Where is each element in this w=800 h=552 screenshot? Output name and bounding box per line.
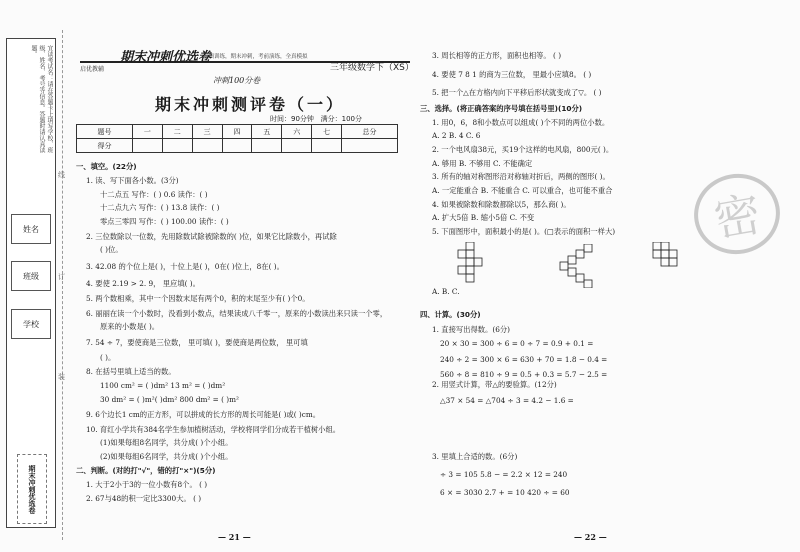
- strip-notice: 宜读考试名：请在答题卡上填写学校、班级、姓名、考号等信息。答题时请认真读题。: [30, 45, 53, 153]
- question-line: 3. 42.08 的个位上是( )，十位上是( )，0在( )位上，8在( )。: [86, 262, 284, 271]
- question-line: 2. 用竖式计算，带△的要验算。(12分): [432, 380, 557, 389]
- question-line: 十二点五 写作：( ) 0.6 读作：( ): [100, 190, 208, 199]
- section-heading: 一、填空。(22分): [76, 162, 137, 171]
- question-line: 1. 用0，6，8和小数点可以组成( )个不同的两位小数。: [432, 118, 610, 127]
- question-line: 3. 周长相等的正方形，面积也相等。 ( ): [432, 51, 562, 60]
- score-cell[interactable]: [162, 139, 192, 153]
- school-field[interactable]: 学校: [11, 309, 51, 339]
- score-head-cell: 七: [312, 125, 342, 139]
- section-heading: 三、选择。(将正确答案的序号填在括号里)(10分): [420, 104, 583, 113]
- question-line: 2. 一个电风扇38元，买19个这样的电风扇，800元( )。: [432, 145, 614, 154]
- question-line: A. 扩大5倍 B. 缩小5倍 C. 不变: [432, 213, 535, 222]
- question-line: A. B. C.: [432, 287, 460, 296]
- question-line: 4. 要使 7 8 1 的商为三位数， 里最小应填8。 ( ): [432, 70, 592, 79]
- section-heading: 四、计算。(30分): [420, 310, 481, 319]
- question-line: 6. 丽丽在读一个小数时，没看到小数点，结果读成八千零一，原来的小数读出来只读一个零，: [86, 309, 388, 318]
- question-line: 5. 把一个△在方格内向下平移后形状就变成了▽。 ( ): [432, 88, 602, 97]
- page-number-right: — 22 —: [574, 532, 607, 542]
- time-info: [270, 114, 362, 124]
- score-head-cell: 题号: [77, 125, 133, 139]
- time-limit: 时间：90分钟: [270, 115, 314, 123]
- question-line: 7. 54 ÷ 7，要使商是三位数， 里可填( )，要使商是两位数， 里可填: [86, 338, 308, 347]
- score-cell[interactable]: [192, 139, 222, 153]
- cut-mark-line: 线: [58, 171, 65, 179]
- question-line: 560 ÷ 8 = 810 ÷ 9 = 0.5 + 0.3 = 5.7 − 2.5 =: [440, 370, 608, 379]
- score-value-row: [77, 139, 398, 153]
- score-cell[interactable]: [132, 139, 162, 153]
- question-line: (1)如果每组8名同学，共分成( )个小组。: [100, 438, 233, 447]
- question-line: 1. 大于2小于3的一位小数有8个。 ( ): [86, 480, 208, 489]
- score-head-cell: 二: [162, 125, 192, 139]
- score-head-cell: 一: [132, 125, 162, 139]
- question-line: 2. 三位数除以一位数，先用除数试除被除数的( )位，如果它比除数小，再试除: [86, 232, 337, 241]
- score-cell[interactable]: [342, 139, 398, 153]
- section-heading: 二、判断。(对的打"√"，错的打"×")(5分): [76, 466, 216, 475]
- brand-name: 期末冲刺优选卷: [120, 50, 212, 65]
- page-number-left: — 21 —: [218, 532, 251, 542]
- score-table: [76, 124, 398, 153]
- binding-strip: [6, 38, 56, 528]
- question-line: △37 × 54 = △704 ÷ 3 = 4.2 − 1.6 =: [440, 396, 574, 405]
- net-figure-a: [452, 242, 492, 287]
- question-line: 十二点九六 写作：( ) 13.8 读作：( ): [100, 203, 220, 212]
- question-line: 5. 两个数相乘，其中一个因数末尾有两个0，积的末尾至少有( )个0。: [86, 294, 310, 303]
- score-head-cell: 总分: [342, 125, 398, 139]
- full-score: 满分：100分: [320, 115, 362, 123]
- score-cell[interactable]: [312, 139, 342, 153]
- question-line: A. 2 B. 4 C. 6: [432, 131, 481, 140]
- question-line: 10. 育红小学共有384名学生参加植树活动，学校将同学们分成若干植树小组。: [86, 425, 341, 434]
- question-line: (2)如果每组6名同学，共分成( )个小组。: [100, 452, 233, 461]
- question-line: 8. 在括号里填上适当的数。: [86, 367, 176, 376]
- question-line: 9. 6个边长1 cm的正方形，可以拼成的长方形的周长可能是( )或( )cm。: [86, 410, 321, 419]
- question-line: 6 × = 3030 2.7 + = 10 420 ÷ = 60: [440, 488, 570, 497]
- slogan: 专项训练，期末冲刺，考前演练，全真模拟: [203, 54, 308, 60]
- brand-logo: [80, 46, 230, 74]
- question-line: A. 够用 B. 不够用 C. 不能确定: [432, 159, 533, 168]
- publisher-name: 启优教辅: [80, 66, 105, 73]
- question-line: ( )。: [100, 353, 116, 362]
- strip-brand-logo: 期末冲刺优选卷: [17, 454, 47, 524]
- confidential-seal: 密: [688, 167, 787, 261]
- score-cell[interactable]: [222, 139, 252, 153]
- motto: 冲刺100分卷: [213, 76, 261, 85]
- question-line: 2. 67与48的积一定比3300大。 ( ): [86, 494, 202, 503]
- question-line: 1100 cm² = ( )dm² 13 m² = ( )dm²: [100, 381, 226, 390]
- score-cell[interactable]: [282, 139, 312, 153]
- grade-tag: 三年级数学下（XS）: [330, 63, 414, 73]
- question-line: 240 ÷ 2 = 300 × 6 = 630 + 70 = 1.8 − 0.4 =: [440, 355, 608, 364]
- score-head-cell: 六: [282, 125, 312, 139]
- question-line: A. 一定能重合 B. 不能重合 C. 可以重合，也可能不重合: [432, 186, 613, 195]
- question-line: ( )位。: [100, 245, 123, 254]
- score-head-cell: 五: [252, 125, 282, 139]
- question-line: 4. 要使 2.19 > 2. 9， 里应填( )。: [86, 279, 200, 288]
- question-line: 零点三零四 写作：( ) 100.00 读作：( ): [100, 217, 229, 226]
- question-line: 30 dm² = ( )m²( )dm² 800 dm² = ( )m²: [100, 395, 239, 404]
- cut-line: [62, 30, 63, 540]
- question-line: 5. 下面图形中，面积最小的是( )。(□表示的面积一样大): [432, 227, 616, 236]
- question-line: 4. 如果被除数和除数都除以5，那么商( )。: [432, 200, 571, 209]
- question-line: 3. 里填上合适的数。(6分): [432, 452, 518, 461]
- question-line: 原来的小数是( )。: [100, 322, 160, 331]
- net-figure-b: [548, 244, 598, 288]
- cut-mark-bind: 装: [58, 373, 65, 381]
- net-figure-c: [647, 242, 687, 282]
- cut-mark-fold: 订: [58, 273, 65, 281]
- question-line: 1. 直接写出得数。(6分): [432, 325, 510, 334]
- score-head-cell: 三: [192, 125, 222, 139]
- score-row-label: 得分: [77, 139, 133, 153]
- question-line: 1. 读、写下面各小数。(3分): [86, 176, 179, 185]
- score-cell[interactable]: [252, 139, 282, 153]
- name-field[interactable]: 姓名: [11, 214, 51, 244]
- score-head-cell: 四: [222, 125, 252, 139]
- question-line: 3. 所有的轴对称图形沿对称轴对折后，两侧的图形( )。: [432, 172, 610, 181]
- question-line: ÷ 3 = 105 5.8 − = 2.2 × 12 = 240: [440, 470, 568, 479]
- class-field[interactable]: 班级: [11, 261, 51, 291]
- question-line: 20 × 30 = 300 ÷ 6 = 0 ÷ 7 = 0.9 + 0.1 =: [440, 339, 594, 348]
- score-header-row: [77, 125, 398, 139]
- page-title: 期末冲刺测评卷（一）: [154, 95, 345, 114]
